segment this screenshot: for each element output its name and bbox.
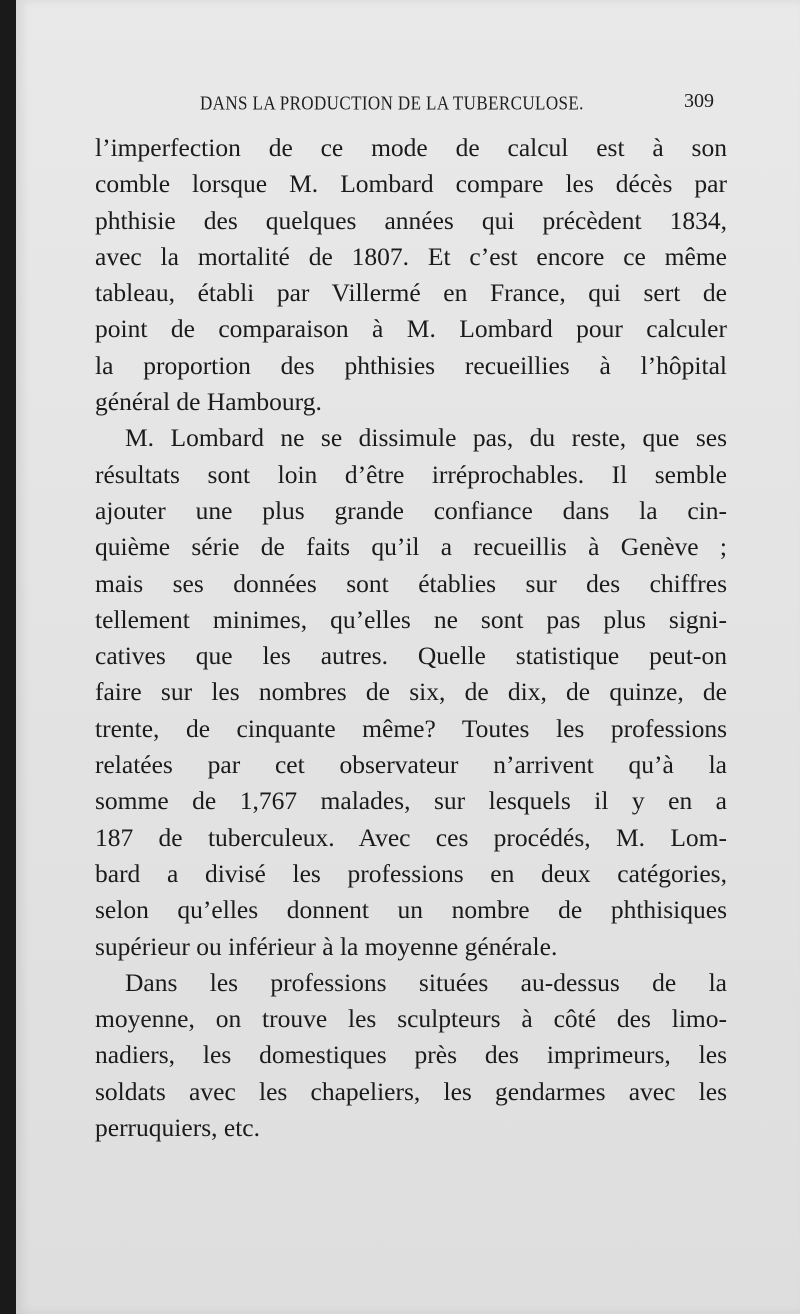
text-line: soldats avec les chapeliers, les gendarmes avec les (95, 1076, 727, 1106)
text-line: supérieur ou inférieur à la moyenne générale. (95, 931, 558, 961)
text-line: nadiers, les domestiques près des imprimeurs, les (95, 1040, 727, 1070)
text-line: perruquiers, etc. (95, 1113, 260, 1143)
text-line: catives que les autres. Quelle statistique peut-on (95, 641, 727, 671)
text-line: phthisie des quelques années qui précèdent 1834, (95, 205, 727, 235)
text-line: quième série de faits qu’il a recueillis à Genève ; (95, 532, 727, 562)
paragraph-1 (95, 130, 727, 420)
text-line: selon qu’elles donnent un nombre de phthisiques (95, 895, 727, 925)
text-line: la proportion des phthisies recueillies à l’hôpital (95, 350, 727, 380)
text-line: M. Lombard ne se dissimule pas, du reste, que ses (125, 423, 727, 453)
page-number: 309 (684, 90, 714, 112)
running-title: DANS LA PRODUCTION DE LA TUBERCULOSE. (200, 92, 584, 114)
text-line: l’imperfection de ce mode de calcul est à son (95, 133, 727, 162)
text-line: avec la mortalité de 1807. Et c’est encore ce même (95, 241, 727, 271)
running-header (0, 86, 800, 120)
text-line: point de comparaison à M. Lombard pour calculer (95, 314, 727, 344)
text-line: moyenne, on trouve les sculpteurs à côté des limo- (95, 1004, 727, 1034)
text-line: bard a divisé les professions en deux catégories, (95, 858, 727, 888)
text-line: général de Hambourg. (95, 387, 322, 417)
text-line: ajouter une plus grande confiance dans la cin- (95, 495, 727, 525)
text-line: comble lorsque M. Lombard compare les décès par (95, 169, 727, 199)
body-text (95, 130, 727, 1146)
paragraph-2 (95, 420, 727, 964)
text-line: 187 de tuberculeux. Avec ces procédés, M. Lom- (95, 822, 727, 852)
text-line: somme de 1,767 malades, sur lesquels il y en a (95, 786, 727, 816)
text-line: résultats sont loin d’être irréprochables. Il semble (95, 459, 727, 489)
text-line: tableau, établi par Villermé en France, qui sert de (95, 278, 727, 308)
text-line: Dans les professions situées au-dessus de la (125, 967, 727, 997)
paragraph-3 (95, 965, 727, 1146)
text-line: trente, de cinquante même? Toutes les professions (95, 713, 727, 743)
text-line: faire sur les nombres de six, de dix, de quinze, de (95, 677, 727, 707)
text-line: relatées par cet observateur n’arrivent qu’à la (95, 750, 727, 780)
text-line: mais ses données sont établies sur des chiffres (95, 568, 727, 598)
text-line: tellement minimes, qu’elles ne sont pas plus signi- (95, 604, 727, 634)
